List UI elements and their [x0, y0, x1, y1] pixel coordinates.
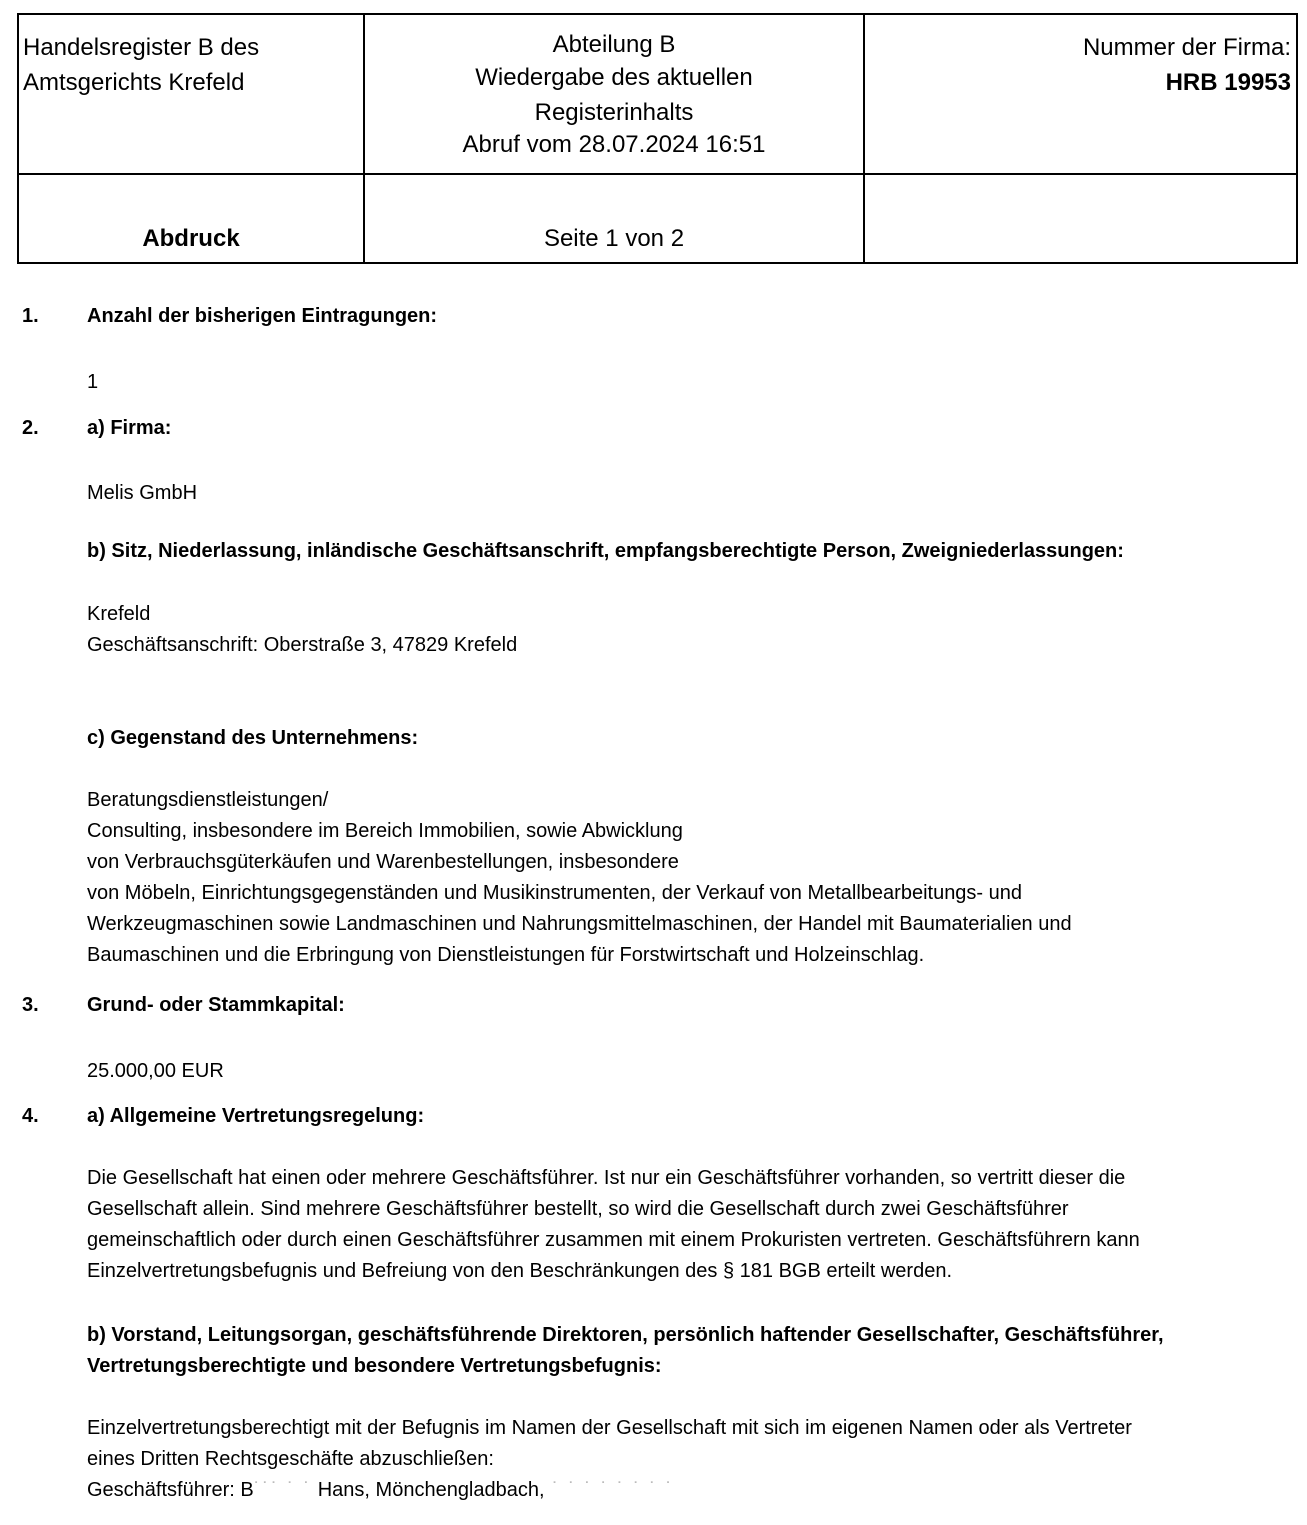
purpose-line: von Möbeln, Einrichtungsgegenständen und Musikinstrumenten, der Verkauf von Metallbearbeitungs- und — [87, 882, 1023, 904]
purpose-line: Beratungsdienstleistungen/ — [87, 789, 329, 811]
management-line: eines Dritten Rechtsgeschäfte abzuschließen: — [87, 1448, 494, 1470]
section-heading: a) Firma: — [87, 417, 172, 439]
page-indicator: Seite 1 von 2 — [543, 225, 685, 252]
court-name-line1: Handelsregister B des — [23, 34, 260, 61]
representation-line: gemeinschaftlich oder durch einen Geschäftsführer zusammen mit einem Prokuristen vertreten. Geschäftsführern kann — [87, 1229, 1140, 1251]
section-heading: a) Allgemeine Vertretungsregelung: — [87, 1105, 425, 1127]
management-line: Einzelvertretungsberechtigt mit der Befugnis im Namen der Gesellschaft mit sich im eigenen Namen oder als Vertreter — [87, 1417, 1132, 1439]
managing-director-line — [87, 1475, 1277, 1506]
company-number-value: HRB 19953 — [1165, 69, 1291, 96]
management-heading-line1: b) Vorstand, Leitungsorgan, geschäftsführende Direktoren, persönlich haftender Gesellschafter, Geschäftsführer, — [87, 1324, 1164, 1346]
court-cell — [18, 14, 364, 174]
company-name-value: Melis GmbH — [87, 482, 198, 504]
representation-line: Einzelvertretungsbefugnis und Befreiung von den Beschränkungen des § 181 BGB erteilt werden. — [87, 1260, 952, 1282]
section-number: 3. — [22, 994, 39, 1016]
page-cell — [364, 174, 864, 263]
print-type-cell — [18, 174, 364, 263]
purpose-heading: c) Gegenstand des Unternehmens: — [87, 727, 419, 749]
document-title-line2: Registerinhalts — [534, 99, 694, 126]
purpose-line: Baumaschinen und die Erbringung von Dienstleistungen für Forstwirtschaft und Holzeinschlag. — [87, 944, 925, 966]
register-header-table — [17, 13, 1298, 264]
section-heading: Anzahl der bisherigen Eintragungen: — [87, 305, 438, 327]
seat-city: Krefeld — [87, 603, 151, 625]
entry-count-value: 1 — [87, 371, 99, 393]
title-cell — [364, 14, 864, 174]
management-heading-line2: Vertretungsberechtigte und besondere Vertretungsbefugnis: — [87, 1355, 662, 1377]
business-address: Geschäftsanschrift: Oberstraße 3, 47829 Krefeld — [87, 634, 518, 656]
section-heading: Grund- oder Stammkapital: — [87, 994, 345, 1016]
empty-cell — [864, 174, 1297, 263]
managing-director-prefix: Geschäftsführer: B — [87, 1479, 254, 1501]
redacted-surname: ˙˙˙ ˙ ˙ — [253, 1479, 313, 1501]
section-number: 1. — [22, 305, 39, 327]
retrieval-timestamp: Abruf vom 28.07.2024 16:51 — [462, 131, 766, 158]
purpose-line: Werkzeugmaschinen sowie Landmaschinen und Nahrungsmittelmaschinen, der Handel mit Baumaterialien und — [87, 913, 1072, 935]
company-number-cell — [864, 14, 1297, 174]
company-number-label: Nummer der Firma: — [1082, 34, 1291, 61]
court-name-line2: Amtsgerichts Krefeld — [23, 69, 245, 96]
managing-director-name: Hans, Mönchengladbach, — [317, 1479, 545, 1501]
department-label: Abteilung B — [552, 31, 676, 58]
capital-value: 25.000,00 EUR — [87, 1060, 224, 1082]
section-number: 2. — [22, 417, 39, 439]
redacted-birthdate: ˙ ˙ ˙ ˙ ˙ ˙ ˙ ˙ — [544, 1479, 675, 1501]
seat-heading: b) Sitz, Niederlassung, inländische Geschäftsanschrift, empfangsberechtigte Person, Zweigniederlassungen: — [87, 540, 1124, 562]
representation-line: Gesellschaft allein. Sind mehrere Geschäftsführer bestellt, so wird die Gesellschaft durch zwei Geschäftsführer — [87, 1198, 1069, 1220]
purpose-line: von Verbrauchsgüterkäufen und Warenbestellungen, insbesondere — [87, 851, 679, 873]
print-type-label: Abdruck — [142, 225, 240, 252]
representation-line: Die Gesellschaft hat einen oder mehrere Geschäftsführer. Ist nur ein Geschäftsführer vorhanden, so vertritt dieser die — [87, 1167, 1126, 1189]
purpose-line: Consulting, insbesondere im Bereich Immobilien, sowie Abwicklung — [87, 820, 683, 842]
document-title-line1: Wiedergabe des aktuellen — [475, 64, 753, 91]
section-number: 4. — [22, 1105, 39, 1127]
